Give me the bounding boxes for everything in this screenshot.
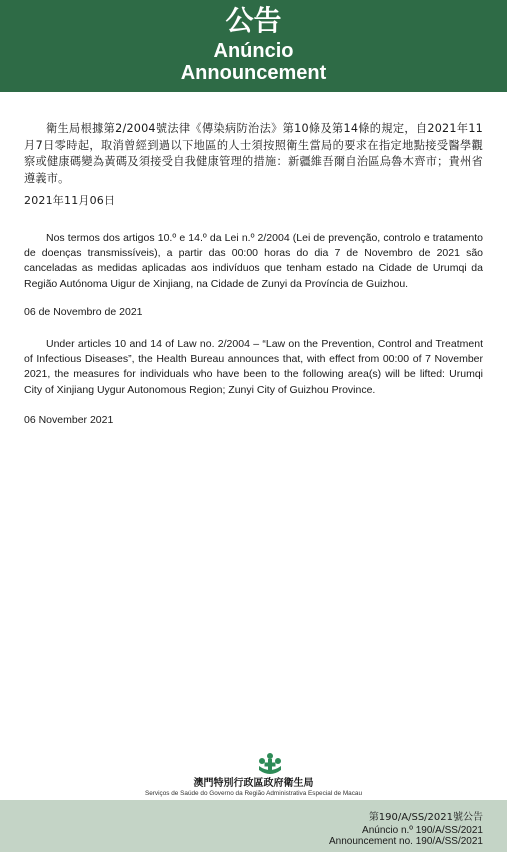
- announcement-header: [0, 0, 507, 92]
- english-date: 06 November 2021: [24, 414, 114, 426]
- reference-number-en: Announcement no. 190/A/SS/2021: [328, 836, 483, 847]
- health-bureau-name-zh: 澳門特別行政區政府衛生局: [193, 778, 314, 789]
- english-paragraph: Under articles 10 and 14 of Law no. 2/2004 – “Law on the Prevention, Control and Treatment of Infectious Diseases”, the Health Bureau announces that, with effect from 00:00 of 7 November 2021, the measures for individuals who have been to the following area(s) will be lifted: Urumqi City of Xinjiang Uygur Autonomous Region; Zunyi City of Guizhou Province.: [24, 338, 483, 396]
- portuguese-paragraph: Nos termos dos artigos 10.º e 14.º da Lei n.º 2/2004 (Lei de prevenção, controlo e tratamento de doenças transmissíveis), a partir das 00:00 horas do dia 7 de Novembro de 2021 são canceladas as medidas aplicadas aos indivíduos que tenham estado na Cidade de Urumqi da Região Autónoma Uigur de Xinjiang, na Cidade de Zunyi da Província de Guizhou.: [24, 232, 483, 290]
- chinese-paragraph: 衛生局根據第2/2004號法律《傳染病防治法》第10條及第14條的規定，自2021年11月7日零時起，取消曾經到過以下地區的人士須按照衛生當局的要求在指定地點接受醫學觀察或健康碼變為黃碼及須接受自我健康管理的措施：新疆維吾爾自治區烏魯木齊市；貴州省遵義市。: [24, 122, 483, 185]
- reference-number-zh: 第190/A/SS/2021號公告: [368, 812, 483, 823]
- portuguese-date: 06 de Novembro de 2021: [24, 306, 143, 318]
- health-bureau-emblem-icon: [256, 752, 284, 778]
- header-title-pt: Anúncio: [213, 40, 294, 62]
- chinese-date: 2021年11月06日: [24, 194, 116, 207]
- reference-number-pt: Anúncio n.º 190/A/SS/2021: [362, 825, 483, 836]
- header-title-zh: 公告: [225, 4, 282, 37]
- header-title-en: Announcement: [180, 62, 327, 84]
- health-bureau-name-pt: Serviços de Saúde do Governo da Região Administrativa Especial de Macau: [144, 790, 363, 797]
- reference-footer: [0, 800, 507, 852]
